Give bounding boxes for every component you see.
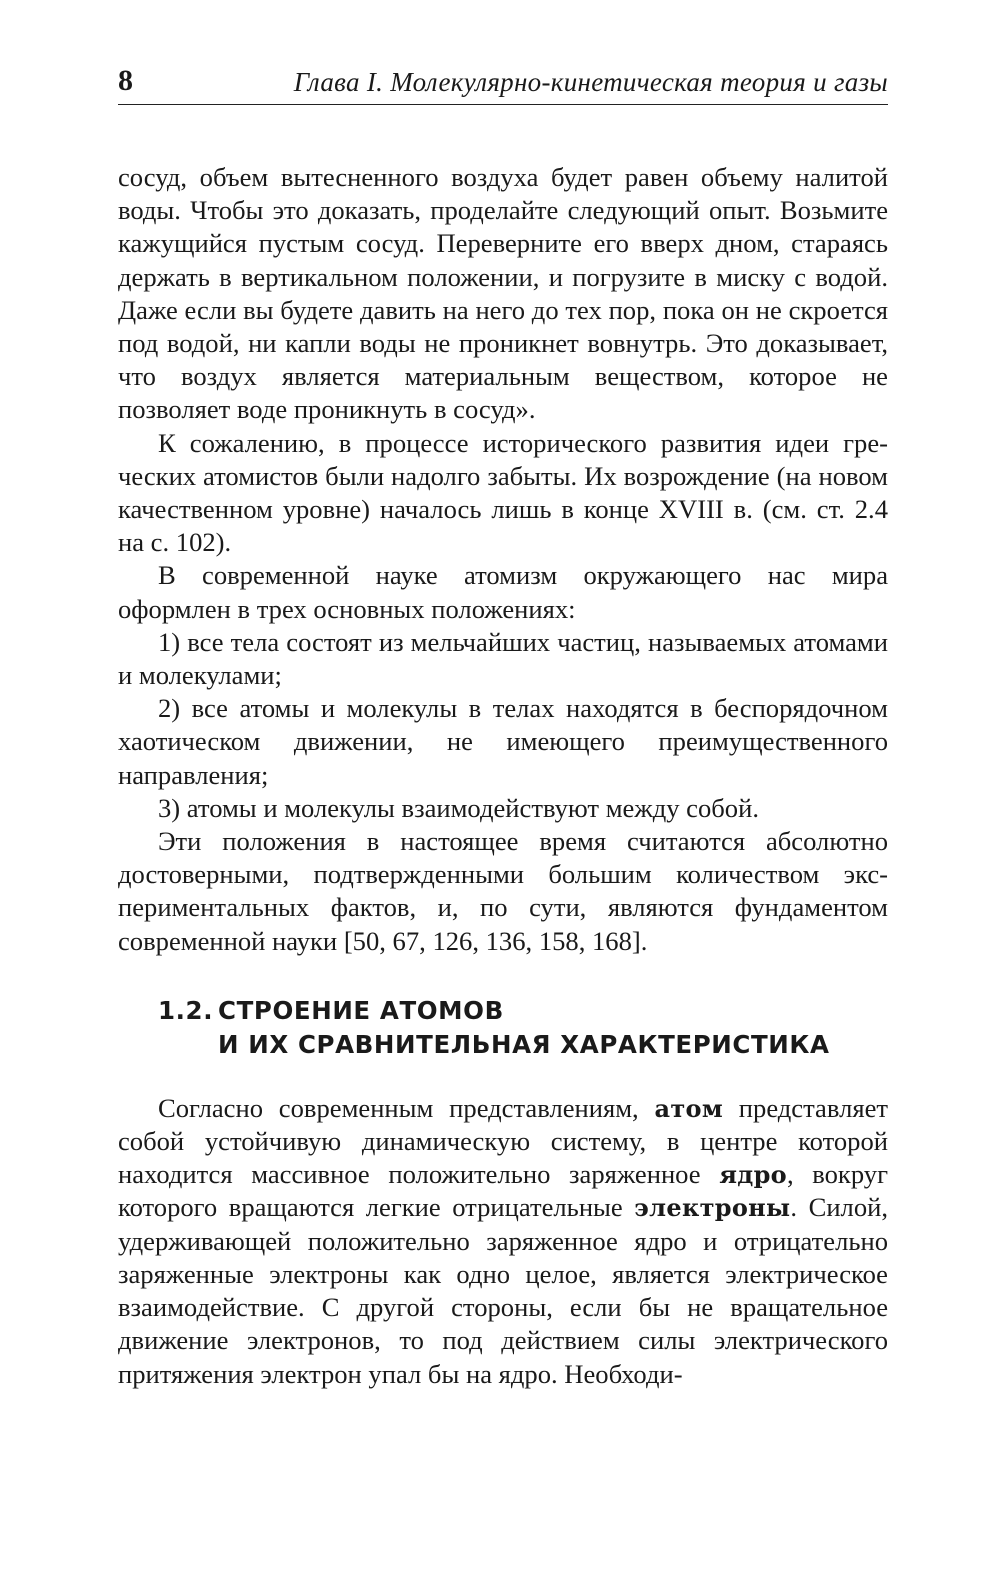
text-fragment: . Силой, удерживающей положительно заряженное ядро и отрицательно заряженные электроны как одно целое, является электрическое взаимодействие. С другой стороны, если бы не вращательное движение электронов, то под действием силы электрического притяжения электрон упал бы на ядро. Необходи- [118,1192,888,1389]
paragraph-continued: сосуд, объем вытесненного воздуха будет равен объему налитой воды. Чтобы это доказать, проделайте следующий опыт. Возьмите кажущийся пустым сосуд. Переверните его вверх дном, стараясь держать в вертикальном положении, и погрузите в миску с водой. Даже если вы будете давить на него до тех пор, пока он не скроется под водой, ни капли воды не проникнет вовнутрь. Это доказывает, что воздух является материальным веществом, которое не позволяет воде проникнуть в сосуд». [118,162,888,425]
paragraph-atomism: В современной науке атомизм окружающего нас мира оформлен в трех основных положениях: [118,560,888,624]
paragraph-atom-structure [118,1092,888,1391]
list-item-2: 2) все атомы и молекулы в телах находятся в беспорядочном хаотическом движении, не имеющего преимущественного направления; [118,693,888,790]
body-text [118,161,888,1391]
paragraph-conclusion: Эти положения в настоящее время считаются абсолютно достоверными, подтвержденными большим количеством экспериментальных фактов, и, по сути, являются фундаментом современной науки [50, 67, 126, 136, 158, 168]. [118,826,888,956]
section-number: 1.2. [158,995,214,1025]
page-number: 8 [118,64,133,97]
list-item-1: 1) все тела состоят из мельчайших частиц, называемых атомами и молекулами; [118,626,888,691]
term-nucleus: ядро [719,1160,787,1190]
term-electrons: электроны [634,1193,791,1223]
text-fragment: Согласно современным представлениям, [158,1092,655,1123]
text-fragment: , вокруг которого вращаются легкие отрицательные [118,1159,888,1223]
chapter-title: Глава I. Молекулярно-кинетическая теория и газы [293,67,888,97]
book-page [118,58,888,1391]
term-atom: атом [654,1093,723,1123]
section-title-line1: СТРОЕНИЕ АТОМОВ [218,995,504,1025]
section-title-line2: И ИХ СРАВНИТЕЛЬНАЯ ХАРАКТЕРИСТИКА [218,1029,830,1059]
running-header [118,58,888,105]
section-heading [118,994,888,1062]
paragraph-history: К сожалению, в процессе исторического развития идеи греческих атомистов были надолго забыты. Их возрождение (на новом качественном уровне) началось лишь в конце XVIII в. (см. ст. 2.4 на с. 102). [118,427,888,558]
text-fragment: представляет собой устойчивую динамическую систему, в центре которой находится массивное положительно заряженное [118,1092,888,1190]
list-item-3: 3) атомы и молекулы взаимодействуют между собой. [158,792,759,823]
